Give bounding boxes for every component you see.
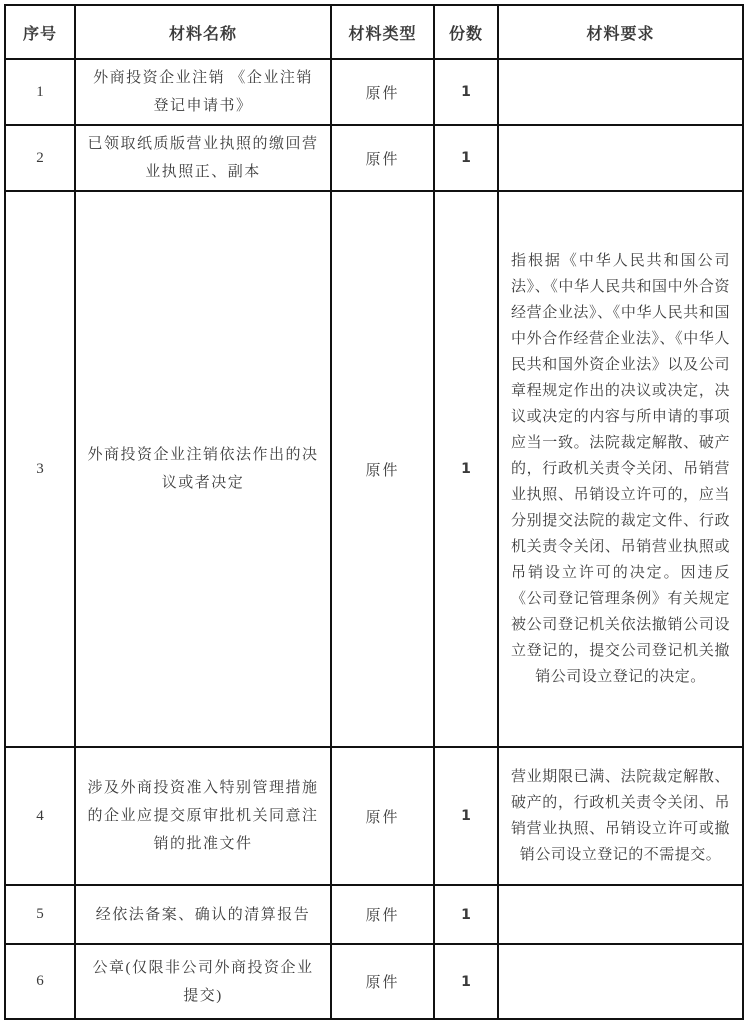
header-serial-number: 序号 bbox=[5, 5, 75, 59]
cell-serial-number: 4 bbox=[5, 747, 75, 885]
cell-material-requirements: 指根据《中华人民共和国公司法》、《中华人民共和国中外合资经营企业法》、《中华人民共和国中外合作经营企业法》、《中华人民共和国外资企业法》以及公司章程规定作出的决议或决定，决议或决定的内容与所申请的事项应当一致。法院裁定解散、破产的，行政机关责令关闭、吊销营业执照、吊销设立许可的，应当分别提交法院的裁定文件、行政机关责令关闭、吊销营业执照或吊销设立许可的决定。因违反《公司登记管理条例》有关规定被公司登记机关依法撤销公司设立登记的，提交公司登记机关撤销公司设立登记的决定。 bbox=[498, 191, 743, 747]
table-row bbox=[5, 59, 743, 125]
cell-copies: 1 bbox=[434, 944, 498, 1019]
cell-material-requirements bbox=[498, 944, 743, 1019]
cell-material-name: 经依法备案、确认的清算报告 bbox=[75, 885, 331, 944]
table-row bbox=[5, 747, 743, 885]
cell-serial-number: 3 bbox=[5, 191, 75, 747]
table-row bbox=[5, 944, 743, 1019]
cell-material-type: 原件 bbox=[331, 125, 434, 191]
cell-material-name: 外商投资企业注销 《企业注销登记申请书》 bbox=[75, 59, 331, 125]
cell-serial-number: 2 bbox=[5, 125, 75, 191]
header-material-requirements: 材料要求 bbox=[498, 5, 743, 59]
cell-serial-number: 1 bbox=[5, 59, 75, 125]
cell-material-name: 涉及外商投资准入特别管理措施的企业应提交原审批机关同意注销的批准文件 bbox=[75, 747, 331, 885]
cell-copies: 1 bbox=[434, 125, 498, 191]
cell-copies: 1 bbox=[434, 59, 498, 125]
materials-table bbox=[4, 4, 744, 1020]
header-material-name: 材料名称 bbox=[75, 5, 331, 59]
cell-material-requirements bbox=[498, 125, 743, 191]
table-row bbox=[5, 885, 743, 944]
cell-material-name: 已领取纸质版营业执照的缴回营业执照正、副本 bbox=[75, 125, 331, 191]
cell-material-name: 外商投资企业注销依法作出的决议或者决定 bbox=[75, 191, 331, 747]
cell-material-type: 原件 bbox=[331, 191, 434, 747]
cell-serial-number: 5 bbox=[5, 885, 75, 944]
header-material-type: 材料类型 bbox=[331, 5, 434, 59]
cell-material-type: 原件 bbox=[331, 944, 434, 1019]
table-row bbox=[5, 191, 743, 747]
cell-material-type: 原件 bbox=[331, 885, 434, 944]
cell-copies: 1 bbox=[434, 747, 498, 885]
table-header-row bbox=[5, 5, 743, 59]
table-row bbox=[5, 125, 743, 191]
header-copies: 份数 bbox=[434, 5, 498, 59]
cell-material-type: 原件 bbox=[331, 59, 434, 125]
cell-material-type: 原件 bbox=[331, 747, 434, 885]
cell-copies: 1 bbox=[434, 885, 498, 944]
cell-material-requirements bbox=[498, 885, 743, 944]
cell-serial-number: 6 bbox=[5, 944, 75, 1019]
cell-material-requirements bbox=[498, 59, 743, 125]
cell-copies: 1 bbox=[434, 191, 498, 747]
cell-material-name: 公章(仅限非公司外商投资企业提交) bbox=[75, 944, 331, 1019]
cell-material-requirements: 营业期限已满、法院裁定解散、破产的，行政机关责令关闭、吊销营业执照、吊销设立许可或撤销公司设立登记的不需提交。 bbox=[498, 747, 743, 885]
